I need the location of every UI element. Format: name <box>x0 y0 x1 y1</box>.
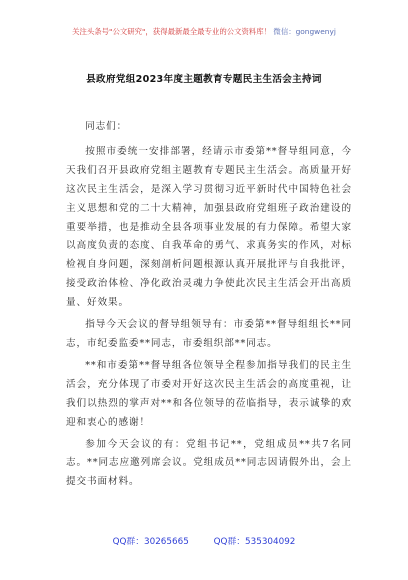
footer-qq-groups <box>0 534 408 547</box>
document-title: 县政府党组2023年度主题教育专题民主生活会主持词 <box>86 74 322 85</box>
paragraph-2: 指导今天会议的督导组领导有：市委第**督导组组长**同志，市纪委监委**同志，市委组织部**同志。 <box>66 319 352 349</box>
paragraph-3: **和市委第**督导组各位领导全程参加指导我们的民主生活会，充分体现了市委对开好这次民主生活会的高度重视，让我们以热烈的掌声对**和各位领导的莅临指导，表示诚挚的欢迎和衷心的感谢！ <box>66 359 352 428</box>
document-body <box>66 118 352 492</box>
banner-wechat: 微信：gongwenyj <box>273 27 336 36</box>
paragraph-4: 参加今天会议的有：党组书记**，党组成员**共7名同志。**同志应邀列席会议。党组成员**同志因请假外出，会上提交书面材料。 <box>66 438 352 488</box>
footer-qq-group-1: QQ群：30265665 <box>112 537 189 547</box>
greeting: 同志们： <box>85 121 128 132</box>
paragraph-1: 按照市委统一安排部署，经请示市委第**督导组同意，今天我们召开县政府党组主题教育专题民主生活会。高质量开好这次民主生活会，是深入学习贯彻习近平新时代中国特色社会主义思想和党的二十大精神，加强县政府党组班子政治建设的重要举措，也是推动全县各项事业发展的有力保障。希望大家以高度负责的态度、自我革命的勇气、求真务实的作风，对标检视自身问题，深刻剖析问题根源认真开展批评与自我批评，接受政治体检、净化政治灵魂力争使此次民主生活会开出高质量、好效果。 <box>66 145 352 309</box>
footer-qq-group-2: QQ群：535304092 <box>213 537 296 547</box>
top-banner <box>0 26 408 37</box>
banner-text: 关注头条号"公文研究"，获得最新最全最专业的公文资料库！ <box>72 27 272 36</box>
